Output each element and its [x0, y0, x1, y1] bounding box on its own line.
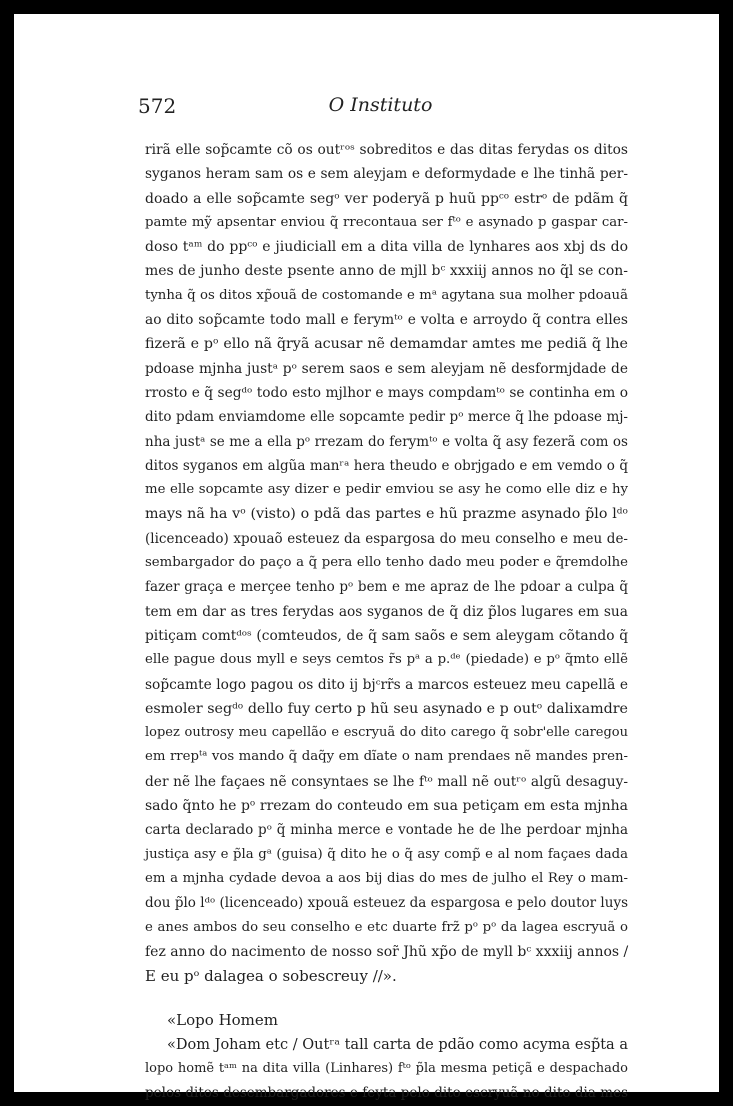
text-line: pamte mỹ apsentar enviou q̃ rrecontaua ser fᵗᵒ e asynado p gaspar car-: [145, 214, 628, 230]
running-title: O Instituto: [328, 94, 433, 116]
text-line: justiça asy e p̃la gᵃ (guisa) q̃ dito he o q̃ asy comp̃ e al nom façaes dada: [145, 846, 628, 862]
paragraph-letter: [145, 138, 628, 988]
text-line: mes de junho deste psente anno de mjll bᶜ xxxiij annos no q̃l se con-: [145, 263, 628, 280]
text-line: dito pdam enviamdome elle sopcamte pedir pᵒ merce q̃ lhe pdoase mj-: [145, 409, 628, 426]
text-line: fizerã e pᵒ ello nã q̃ryã acusar nẽ demamdar amtes me pediã q̃ lhe: [145, 336, 628, 353]
text-line: rrosto e q̃ segᵈᵒ todo esto mjlhor e mays compdamᵗᵒ se continha em o: [145, 384, 628, 401]
text-line: pitiçam comtᵈᵒˢ (comteudos, de q̃ sam saõs e sem aleygam cõtando q̃: [145, 627, 628, 644]
text-line: sop̃camte logo pagou os dito ij bjᶜrr̃s a marcos esteuez meu capellã e: [145, 676, 628, 693]
text-line: carta declarado pᵒ q̃ minha merce e vontade he de lhe perdoar mjnha: [145, 822, 628, 839]
text-line: (licenceado) xpouaõ esteuez da espargosa do meu conselho e meu de-: [145, 530, 628, 547]
text-line: «Dom Joham etc / Outʳᵃ tall carta de pdão como acyma esp̃ta a: [167, 1036, 628, 1053]
text-line: E eu pᵒ dalagea o sobescreuy //».: [145, 967, 397, 986]
text-line: esmoler segᵈᵒ dello fuy certo p hũ seu asynado e p outᵒ dalixamdre: [145, 700, 628, 717]
text-line: elle pague dous myll e seys cemtos r̃s pᵃ a p.ᵈᵉ (piedade) e pᵒ q̃mto ellẽ: [145, 652, 628, 668]
text-line: ao dito sop̃camte todo mall e ferymᵗᵒ e volta e arroydo q̃ contra elles: [145, 312, 628, 329]
text-line: tynha q̃ os ditos xp̃ouã de costomande e mᵃ agytana sua molher pdoauã: [145, 287, 628, 303]
text-line: der nẽ lhe façaes nẽ consyntaes se lhe fᵗᵒ mall nẽ outʳᵒ algũ desaguy-: [145, 773, 628, 790]
text-line: pdoase mjnha justᵃ pᵒ serem saos e sem aleyjam nẽ desformjdade de: [145, 360, 628, 377]
text-line: rirã elle sop̃camte cõ os outʳᵒˢ sobreditos e das ditas ferydas os ditos: [145, 142, 628, 158]
text-line: fez anno do nacimento de nosso sor̃ Jhũ xp̃o de myll bᶜ xxxiij annos /: [145, 943, 629, 960]
text-line: lopez outrosy meu capellão e escryuã do dito carego q̃ sobr'elle caregou: [145, 725, 628, 741]
text-line: pelos ditos desembargadores e feyta pelo dito escryuã no dito dia mes: [145, 1085, 628, 1102]
text-line: me elle sopcamte asy dizer e pedir emviou se asy he como elle diz e hy: [145, 482, 628, 498]
text-line: sembargador do paço a q̃ pera ello tenho dado meu poder e q̃remdolhe: [145, 555, 628, 571]
text-line: doso tᵃᵐ do ppᶜᵒ e jiudiciall em a dita villa de lynhares aos xbj ds do: [145, 239, 628, 256]
text-line: sado q̃nto he pᵒ rrezam do conteudo em sua petiçam em esta mjnha: [145, 798, 628, 815]
page-header: [138, 94, 623, 124]
text-line: em a mjnha cydade devoa a aos bij dias do mes de julho el Rey o mam-: [145, 870, 628, 886]
document-page: [14, 14, 719, 1102]
section-heading: «Lopo Homem: [167, 1011, 279, 1030]
text-line: dou p̃lo lᵈᵒ (licenceado) xpouã esteuez da espargosa e pelo doutor luys: [145, 895, 628, 912]
body-text: [145, 138, 628, 1106]
text-line: lopo homẽ tᵃᵐ na dita villa (Linhares) fᵗᵒ p̃la mesma petiçã e despachado: [145, 1060, 628, 1076]
text-line: e anes ambos do seu conselho e etc duarte frz̃ pᵒ pᵒ da lagea escryuã o: [145, 919, 628, 935]
paragraph-gap: [145, 988, 628, 1008]
text-line: syganos heram sam os e sem aleyjam e deformydade e lhe tinhã per-: [145, 166, 628, 183]
section-lopo-homem: [145, 1008, 628, 1105]
text-line: ditos syganos em algũa manʳᵃ hera theudo e obrjgado e em vemdo o q̃: [145, 457, 628, 474]
text-line: fazer graça e merçee tenho pᵒ bem e me apraz de lhe pdoar a culpa q̃: [145, 579, 628, 596]
page-number: 572: [138, 94, 177, 118]
text-line: nha justᵃ se me a ella pᵒ rrezam do ferymᵗᵒ e volta q̃ asy fezerã com os: [145, 433, 628, 450]
text-line: tem em dar as tres ferydas aos syganos de q̃ diz p̃los lugares em sua: [145, 603, 628, 620]
text-line: doado a elle sop̃camte segᵒ ver poderyã p huũ ppᶜᵒ estrᵒ de pdãm q̃: [145, 190, 628, 207]
text-line: mays nã ha vᵒ (visto) o pdã das partes e hũ prazme asynado p̃lo lᵈᵒ: [145, 506, 628, 523]
text-line: em rrepᵗᵃ vos mando q̃ daq̃y em dĩate o nam prendaes nẽ mandes pren-: [145, 749, 628, 765]
